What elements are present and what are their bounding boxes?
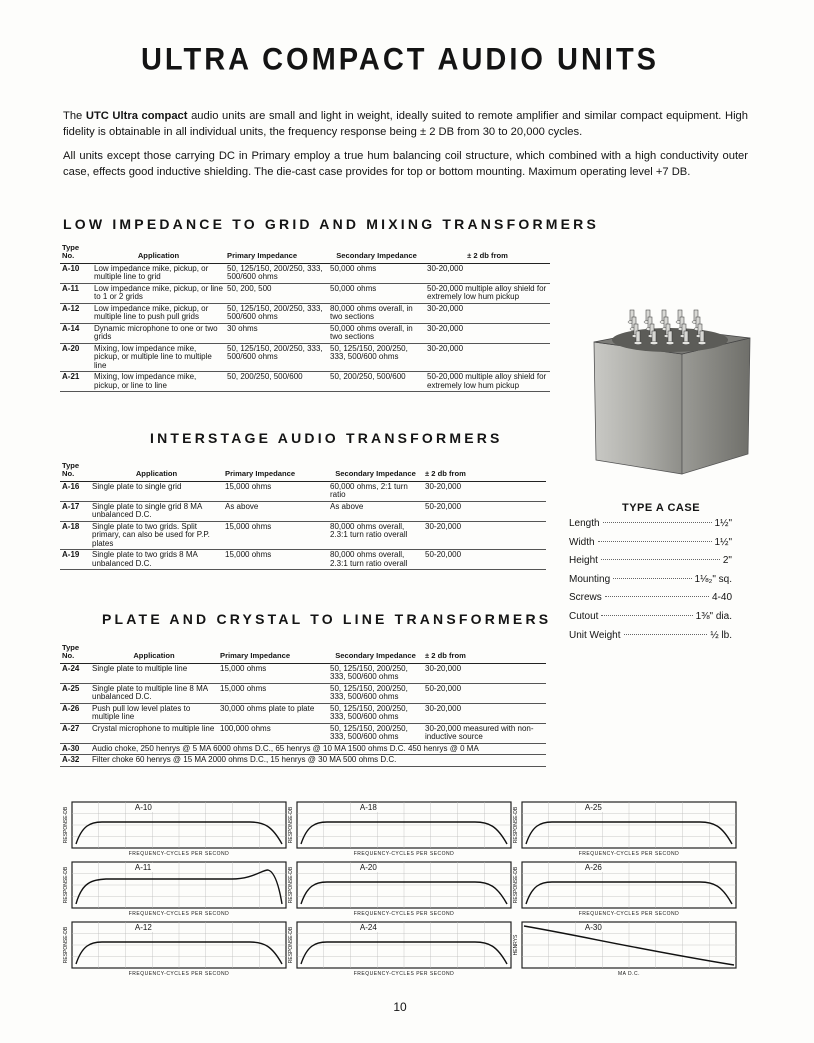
col-application: Application — [90, 462, 223, 481]
type-cell: A-19 — [60, 550, 90, 570]
graph-label: A-10 — [132, 803, 155, 812]
graph-x-axis-label: FREQUENCY-CYCLES PER SECOND — [353, 971, 455, 977]
primary-cell: 50, 125/150, 200/250, 333, 500/600 ohms — [225, 303, 328, 323]
application-cell: Mixing, low impedance mike, pickup, or multiple line to multiple line — [92, 343, 225, 372]
db-range-cell: 30-20,000 — [425, 323, 550, 343]
primary-cell: As above — [223, 501, 328, 521]
col-db: ± 2 db from — [423, 462, 546, 481]
db-range-cell: 30-20,000 — [423, 703, 546, 723]
primary-cell: 15,000 ohms — [218, 663, 328, 683]
secondary-cell: 50,000 ohms overall, in two sections — [328, 323, 425, 343]
spec-label: Screws — [569, 592, 602, 604]
col-secondary: Secondary Impedance — [328, 644, 423, 663]
case-spec-row — [569, 518, 732, 537]
type-a-case-photo — [582, 298, 760, 480]
page-number: 10 — [393, 1000, 407, 1014]
spec-label: Length — [569, 518, 600, 529]
db-range-cell: 30-20,000 — [425, 343, 550, 372]
col-db: ± 2 db from — [423, 644, 546, 663]
table-row — [60, 283, 550, 303]
graph-x-axis-label: FREQUENCY-CYCLES PER SECOND — [353, 851, 455, 857]
spec-value: ½ lb. — [710, 629, 732, 641]
db-range-cell: 50-20,000 multiple alloy shield for extremely low hum pickup — [425, 372, 550, 392]
table-row — [60, 723, 546, 743]
primary-cell: 50, 200/250, 500/600 — [225, 372, 328, 392]
col-type-no: Type No. — [60, 244, 92, 263]
spec-label: Unit Weight — [569, 629, 621, 641]
type-cell: A-32 — [60, 755, 90, 767]
application-cell: Single plate to two grids 8 MA unbalanced D.C. — [90, 550, 223, 570]
table-row — [60, 481, 546, 501]
graph-label: A-18 — [357, 803, 380, 812]
application-cell: Single plate to single grid — [90, 481, 223, 501]
col-secondary: Secondary Impedance — [328, 244, 425, 263]
graph-x-axis-label: FREQUENCY-CYCLES PER SECOND — [128, 851, 230, 857]
primary-cell: 15,000 ohms — [218, 683, 328, 703]
db-range-cell: 30-20,000 measured with non-inductive source — [423, 723, 546, 743]
graph-x-axis-label: FREQUENCY-CYCLES PER SECOND — [128, 911, 230, 917]
table-row — [60, 683, 546, 703]
response-graph-a-11 — [63, 862, 286, 927]
db-range-cell: 30-20,000 — [425, 303, 550, 323]
response-graph-a-20 — [288, 862, 511, 927]
primary-cell: 50, 200, 500 — [225, 283, 328, 303]
secondary-cell: 50, 125/150, 200/250, 333, 500/600 ohms — [328, 683, 423, 703]
graph-x-axis-label: FREQUENCY-CYCLES PER SECOND — [353, 911, 455, 917]
leader-dots — [613, 578, 691, 579]
graph-y-axis-label: RESPONSE-DB — [288, 926, 294, 964]
plate-crystal-table — [60, 644, 546, 767]
application-cell: Single plate to single grid 8 MA unbalanced D.C. — [90, 501, 223, 521]
primary-cell: 15,000 ohms — [223, 521, 328, 550]
graph-y-axis-label: RESPONSE-DB — [288, 866, 294, 904]
type-cell: A-25 — [60, 683, 90, 703]
graph-y-axis-label: HENRYS — [513, 934, 519, 956]
table-row — [60, 521, 546, 550]
low-impedance-table — [60, 244, 550, 392]
table-row — [60, 323, 550, 343]
leader-dots — [601, 559, 720, 560]
graph-label: A-24 — [357, 923, 380, 932]
spec-label: Width — [569, 536, 595, 548]
secondary-cell: 50,000 ohms — [328, 283, 425, 303]
leader-dots — [605, 596, 709, 597]
graph-label: A-25 — [582, 803, 605, 812]
db-range-cell: 50-20,000 — [423, 550, 546, 570]
table-row — [60, 550, 546, 570]
section-heading-plate-crystal: PLATE AND CRYSTAL TO LINE TRANSFORMERS — [102, 611, 552, 627]
secondary-cell: 50, 200/250, 500/600 — [328, 372, 425, 392]
table-row — [60, 663, 546, 683]
application-cell: Single plate to two grids. Split primary, can also be used for P.P. plates — [90, 521, 223, 550]
response-graph-a-24 — [288, 922, 511, 987]
type-cell: A-30 — [60, 743, 90, 755]
spec-value: 1⅛₂" sq. — [694, 573, 732, 585]
db-range-cell: 30-20,000 — [423, 481, 546, 501]
secondary-cell: 50, 125/150, 200/250, 333, 500/600 ohms — [328, 723, 423, 743]
db-range-cell: 30-20,000 — [423, 521, 546, 550]
leader-dots — [603, 522, 712, 523]
primary-cell: 15,000 ohms — [223, 481, 328, 501]
col-db: ± 2 db from — [425, 244, 550, 263]
spec-label: Cutout — [569, 610, 599, 622]
application-cell: Crystal microphone to multiple line — [90, 723, 218, 743]
section-heading-low-impedance: LOW IMPEDANCE TO GRID AND MIXING TRANSFORMERS — [63, 216, 599, 232]
table-row — [60, 703, 546, 723]
intro-rest: audio units are small and light in weight, ideally suited to remote amplifier and similar compact equipment. High fidelity is obtainable in all individual units, the frequency response being ± 2 DB from 30 to 20,000 cycles. — [63, 110, 748, 138]
col-primary: Primary Impedance — [223, 462, 328, 481]
application-cell: Low impedance mike, pickup, or line to 1 or 2 grids — [92, 283, 225, 303]
graph-label: A-26 — [582, 863, 605, 872]
leader-dots — [601, 615, 692, 616]
table-row — [60, 263, 550, 283]
graph-y-axis-label: RESPONSE-DB — [63, 926, 69, 964]
response-graph-a-30 — [513, 922, 736, 987]
secondary-cell: 80,000 ohms overall, 2.3:1 turn ratio overall — [328, 521, 423, 550]
primary-cell: 30 ohms — [225, 323, 328, 343]
spec-label: Height — [569, 555, 598, 567]
intro-brand: UTC Ultra compact — [85, 110, 188, 122]
primary-cell: 30,000 ohms plate to plate — [218, 703, 328, 723]
type-cell: A-17 — [60, 501, 90, 521]
db-range-cell: 50-20,000 — [423, 501, 546, 521]
secondary-cell: As above — [328, 501, 423, 521]
secondary-cell: 80,000 ohms overall, in two sections — [328, 303, 425, 323]
primary-cell: 100,000 ohms — [218, 723, 328, 743]
spec-value: 1⅜" dia. — [695, 610, 732, 622]
application-cell: Single plate to multiple line 8 MA unbalanced D.C. — [90, 683, 218, 703]
table-header-row — [60, 462, 546, 481]
table-row — [60, 343, 550, 372]
table-row — [60, 501, 546, 521]
case-spec-row — [569, 630, 732, 649]
graph-y-axis-label: RESPONSE-DB — [288, 806, 294, 844]
graph-x-axis-label: FREQUENCY-CYCLES PER SECOND — [578, 911, 680, 917]
case-spec-row — [569, 574, 732, 593]
graph-y-axis-label: RESPONSE-DB — [513, 866, 519, 904]
case-title: TYPE A CASE — [622, 502, 701, 514]
spec-value: 1½" — [714, 518, 732, 529]
application-cell: Low impedance mike, pickup, or multiple line to push pull grids — [92, 303, 225, 323]
col-type-no: Type No. — [60, 462, 90, 481]
type-cell: A-18 — [60, 521, 90, 550]
graph-x-axis-label: FREQUENCY-CYCLES PER SECOND — [128, 971, 230, 977]
response-graph-a-26 — [513, 862, 736, 927]
response-graph-a-18 — [288, 802, 511, 867]
response-graph-a-10 — [63, 802, 286, 867]
table-header-row — [60, 644, 546, 663]
type-cell: A-20 — [60, 343, 92, 372]
graph-label: A-12 — [132, 923, 155, 932]
intro-paragraph-1 — [63, 108, 748, 140]
response-graph-a-12 — [63, 922, 286, 987]
graph-label: A-30 — [582, 923, 605, 932]
primary-cell: 15,000 ohms — [223, 550, 328, 570]
leader-dots — [598, 541, 712, 542]
db-range-cell: 50-20,000 multiple alloy shield for extremely low hum pickup — [425, 283, 550, 303]
type-cell: A-16 — [60, 481, 90, 501]
section-heading-interstage: INTERSTAGE AUDIO TRANSFORMERS — [150, 430, 503, 446]
type-cell: A-27 — [60, 723, 90, 743]
primary-cell: 50, 125/150, 200/250, 333, 500/600 ohms — [225, 263, 328, 283]
response-graph-a-25 — [513, 802, 736, 867]
application-cell: Dynamic microphone to one or two grids — [92, 323, 225, 343]
choke-description: Filter choke 60 henrys @ 15 MA 2000 ohms D.C., 15 henrys @ 30 MA 500 ohms D.C. — [90, 755, 546, 767]
spec-label: Mounting — [569, 573, 611, 585]
col-type-no: Type No. — [60, 644, 90, 663]
graph-x-axis-label: FREQUENCY-CYCLES PER SECOND — [578, 851, 680, 857]
leader-dots — [624, 634, 708, 635]
type-cell: A-14 — [60, 323, 92, 343]
type-cell: A-11 — [60, 283, 92, 303]
application-cell: Single plate to multiple line — [90, 663, 218, 683]
type-cell: A-26 — [60, 703, 90, 723]
graph-y-axis-label: RESPONSE-DB — [513, 806, 519, 844]
type-cell: A-21 — [60, 372, 92, 392]
intro-lead: The — [63, 110, 86, 122]
db-range-cell: 50-20,000 — [423, 683, 546, 703]
secondary-cell: 50, 125/150, 200/250, 333, 500/600 ohms — [328, 663, 423, 683]
table-row — [60, 372, 550, 392]
col-primary: Primary Impedance — [218, 644, 328, 663]
choke-description: Audio choke, 250 henrys @ 5 MA 6000 ohms D.C., 65 henrys @ 10 MA 1500 ohms D.C. 450 henrys @ 0 MA — [90, 743, 546, 755]
graph-y-axis-label: RESPONSE-DB — [63, 866, 69, 904]
db-range-cell: 30-20,000 — [425, 263, 550, 283]
secondary-cell: 60,000 ohms, 2:1 turn ratio — [328, 481, 423, 501]
choke-row — [60, 743, 546, 755]
primary-cell: 50, 125/150, 200/250, 333, 500/600 ohms — [225, 343, 328, 372]
graph-label: A-20 — [357, 863, 380, 872]
table-row — [60, 303, 550, 323]
intro-paragraph-2: All units except those carrying DC in Primary employ a true hum balancing coil structure, which combined with a high conductivity outer case, effects good inductive shielding. The die-cast case provides for top or bottom mounting. Maximum operating level +7 DB. — [63, 150, 748, 178]
type-cell: A-10 — [60, 263, 92, 283]
secondary-cell: 50, 125/150, 200/250, 333, 500/600 ohms — [328, 343, 425, 372]
graph-y-axis-label: RESPONSE-DB — [63, 806, 69, 844]
interstage-table — [60, 462, 546, 570]
page-title: ULTRA COMPACT AUDIO UNITS — [140, 42, 659, 78]
secondary-cell: 50,000 ohms — [328, 263, 425, 283]
spec-value: 2" — [722, 555, 732, 567]
col-application: Application — [90, 644, 218, 663]
col-application: Application — [92, 244, 225, 263]
secondary-cell: 50, 125/150, 200/250, 333, 500/600 ohms — [328, 703, 423, 723]
graph-label: A-11 — [132, 863, 154, 872]
case-spec-row — [569, 611, 732, 630]
db-range-cell: 30-20,000 — [423, 663, 546, 683]
graph-x-axis-label: MA D.C. — [617, 971, 641, 977]
choke-row — [60, 755, 546, 767]
type-cell: A-24 — [60, 663, 90, 683]
col-primary: Primary Impedance — [225, 244, 328, 263]
case-spec-list — [569, 518, 732, 648]
secondary-cell: 80,000 ohms overall, 2.3:1 turn ratio overall — [328, 550, 423, 570]
case-spec-row — [569, 555, 732, 574]
application-cell: Push pull low level plates to multiple line — [90, 703, 218, 723]
type-cell: A-12 — [60, 303, 92, 323]
application-cell: Mixing, low impedance mike, pickup, or line to line — [92, 372, 225, 392]
case-spec-row — [569, 537, 732, 556]
spec-value: 4-40 — [711, 592, 732, 604]
table-header-row — [60, 244, 550, 263]
case-spec-row — [569, 592, 732, 611]
spec-value: 1½" — [714, 536, 732, 548]
application-cell: Low impedance mike, pickup, or multiple line to grid — [92, 263, 225, 283]
col-secondary: Secondary Impedance — [328, 462, 423, 481]
